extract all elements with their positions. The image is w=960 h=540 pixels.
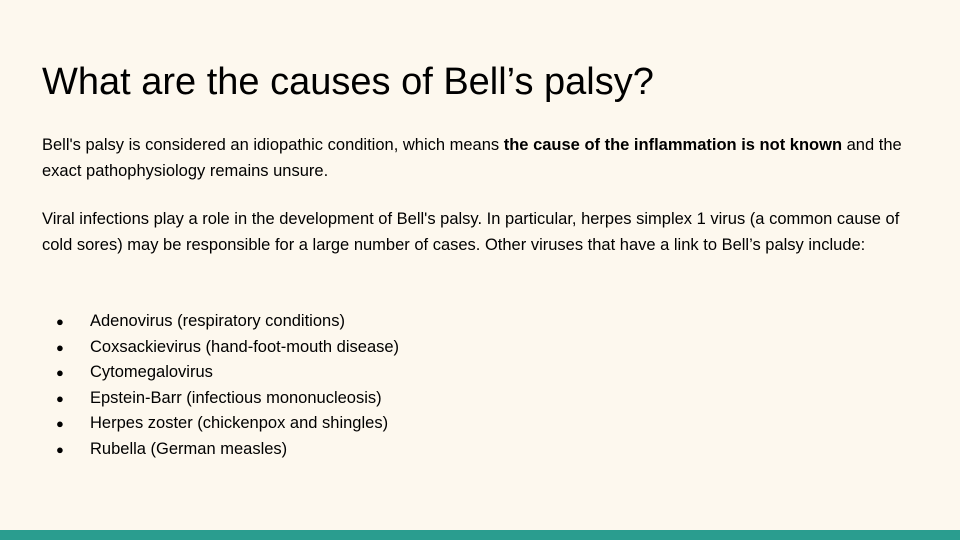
- bullet-icon: ●: [56, 314, 64, 329]
- list-item-text: Cytomegalovirus: [90, 363, 213, 381]
- bullet-icon: ●: [56, 441, 64, 457]
- list-item-text: Adenovirus (respiratory conditions): [90, 312, 345, 330]
- list-item: [42, 386, 922, 412]
- slide-title: What are the causes of Bell’s palsy?: [42, 61, 654, 103]
- footer-accent-bar: [0, 530, 960, 540]
- list-item-text: Coxsackievirus (hand-foot-mouth disease): [90, 337, 400, 356]
- intro-emphasis: the cause of the inflammation is not known: [503, 136, 843, 154]
- list-item: [42, 335, 922, 361]
- list-item: [42, 437, 922, 463]
- viral-infections-paragraph: Viral infections play a role in the development of Bell's palsy. In particular, herpes simplex 1 virus (a common cause of cold sores) may be responsible for a large number of cases. Other viruses that have a link to Bell’s palsy include:: [42, 210, 900, 254]
- bullet-icon: ●: [56, 390, 64, 406]
- bullet-icon: ●: [56, 416, 64, 431]
- intro-paragraph: [42, 132, 922, 184]
- bullet-icon: ●: [56, 339, 64, 355]
- virus-list: [42, 309, 922, 462]
- list-item: [42, 309, 922, 335]
- bullet-icon: ●: [56, 365, 64, 380]
- intro-text-end: and the exact pathophysiology remains unsure.: [42, 136, 902, 180]
- list-item: [42, 411, 922, 437]
- list-item-text: Rubella (German measles): [90, 439, 288, 458]
- intro-text-start: Bell's palsy is considered an idiopathic condition, which means: [42, 136, 504, 154]
- list-item: [42, 360, 922, 386]
- list-item-text: Herpes zoster (chickenpox and shingles): [90, 414, 389, 432]
- list-item-text: Epstein-Barr (infectious mononucleosis): [90, 388, 382, 407]
